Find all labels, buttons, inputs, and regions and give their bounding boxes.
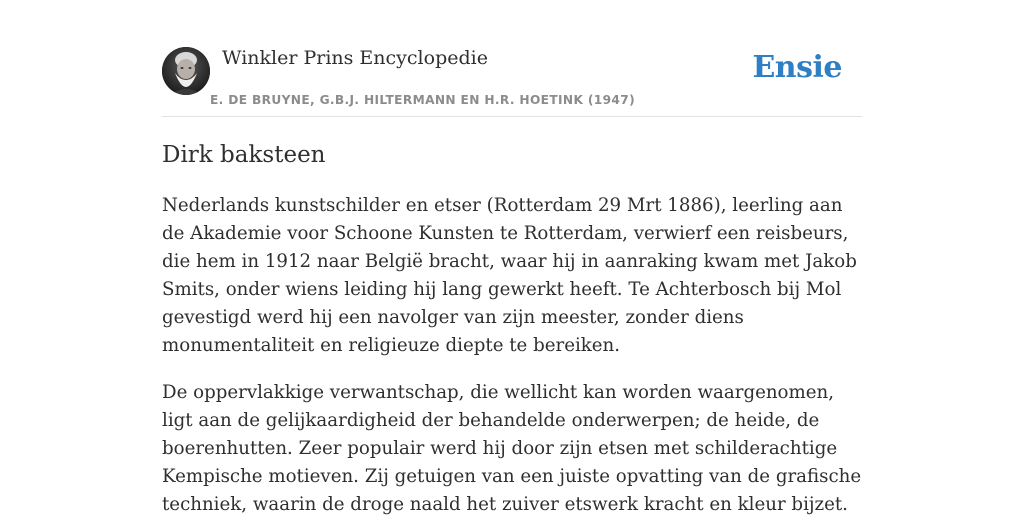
site-header bbox=[162, 0, 862, 117]
page-container bbox=[162, 0, 862, 515]
author-avatar bbox=[162, 47, 210, 95]
entry-title: Dirk baksteen bbox=[162, 142, 326, 168]
book-authors: E. DE BRUYNE, G.B.J. HILTERMANN EN H.R. HOETINK (1947) bbox=[210, 93, 636, 107]
author-portrait-icon bbox=[162, 47, 210, 95]
article-paragraph: Nederlands kunstschilder en etser (Rotterdam 29 Mrt 1886), leerling aan de Akademie voor Schoone Kunsten te Rotterdam, verwierf een reisbeurs, die hem in 1912 naar België bracht, waar hij in aanraking kwam met Jakob Smits, onder wiens leiding hij lang gewerkt heeft. Te Achterbosch bij Mol gevestigd werd hij een navolger van zijn meester, zonder diens monumentaliteit en religieuze diepte te bereiken. bbox=[162, 195, 857, 356]
article-paragraph: De oppervlakkige verwantschap, die wellicht kan worden waargenomen, ligt aan de gelijkaardigheid der behandelde onderwerpen; de heide, de boerenhutten. Zeer populair werd hij door zijn etsen met schilderachtige Kempische motieven. Zij getuigen van een juiste opvatting van de grafische techniek, waarin de droge naald het zuiver etswerk kracht en kleur bijzet. bbox=[162, 382, 862, 515]
book-title[interactable]: Winkler Prins Encyclopedie bbox=[222, 47, 488, 69]
brand-logo[interactable]: Ensie bbox=[752, 50, 842, 85]
